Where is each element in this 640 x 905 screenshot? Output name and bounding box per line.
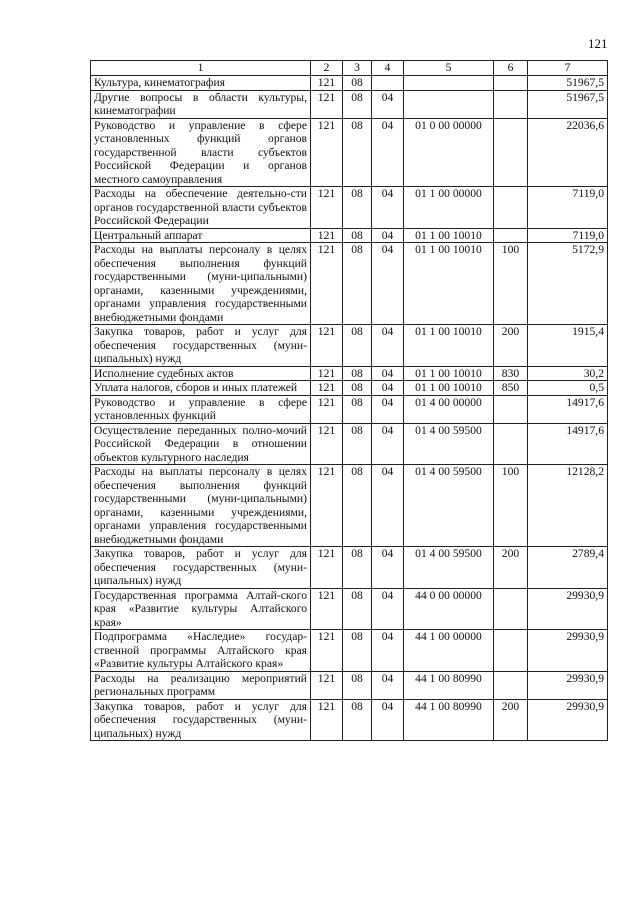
table-row [91, 187, 608, 229]
expense-type-cell: 100 [494, 465, 528, 547]
section-code-cell: 08 [343, 243, 372, 325]
expense-name-cell: Подпрограмма «Наследие» государ-ственной программы Алтайского края «Развитие культуры Алтайского края» [91, 630, 311, 672]
table-header [91, 61, 608, 76]
target-article-cell [404, 90, 494, 118]
ministry-code-cell: 121 [311, 423, 343, 465]
section-code-cell: 08 [343, 90, 372, 118]
section-code-cell: 08 [343, 547, 372, 589]
subsection-code-cell: 04 [372, 671, 404, 699]
table-row [91, 228, 608, 243]
subsection-code-cell: 04 [372, 228, 404, 243]
subsection-code-cell: 04 [372, 547, 404, 589]
target-article-cell: 01 1 00 10010 [404, 325, 494, 367]
expense-type-cell [494, 588, 528, 630]
target-article-cell: 01 1 00 00000 [404, 187, 494, 229]
subsection-code-cell: 04 [372, 381, 404, 396]
expense-type-cell [494, 76, 528, 91]
amount-cell: 14917,6 [528, 423, 608, 465]
target-article-cell: 01 1 00 10010 [404, 381, 494, 396]
section-code-cell: 08 [343, 187, 372, 229]
target-article-cell: 01 1 00 10010 [404, 228, 494, 243]
target-article-cell: 01 4 00 00000 [404, 395, 494, 423]
ministry-code-cell: 121 [311, 90, 343, 118]
target-article-cell: 44 1 00 80990 [404, 699, 494, 741]
ministry-code-cell: 121 [311, 381, 343, 396]
section-code-cell: 08 [343, 325, 372, 367]
target-article-cell: 01 4 00 59500 [404, 547, 494, 589]
target-article-cell: 44 0 00 00000 [404, 588, 494, 630]
ministry-code-cell: 121 [311, 699, 343, 741]
amount-cell: 29930,9 [528, 588, 608, 630]
expense-name-cell: Закупка товаров, работ и услуг для обеспечения государственных (муни-ципальных) нужд [91, 325, 311, 367]
column-header-2: 2 [311, 61, 343, 76]
target-article-cell: 01 1 00 10010 [404, 243, 494, 325]
section-code-cell: 08 [343, 671, 372, 699]
section-code-cell: 08 [343, 381, 372, 396]
expense-name-cell: Расходы на выплаты персоналу в целях обеспечения выполнения функций государственными (муни-ципальными) органами, казенными учреждениями, органами управления государственными внебюджетными фондами [91, 465, 311, 547]
section-code-cell: 08 [343, 228, 372, 243]
table-row [91, 90, 608, 118]
expense-name-cell: Расходы на реализацию мероприятий региональных программ [91, 671, 311, 699]
target-article-cell: 44 1 00 80990 [404, 671, 494, 699]
table-row [91, 243, 608, 325]
table-body [91, 76, 608, 741]
table-row [91, 630, 608, 672]
page-number: 121 [588, 36, 608, 51]
column-header-1: 1 [91, 61, 311, 76]
target-article-cell: 01 4 00 59500 [404, 465, 494, 547]
ministry-code-cell: 121 [311, 630, 343, 672]
amount-cell: 7119,0 [528, 228, 608, 243]
ministry-code-cell: 121 [311, 243, 343, 325]
table-row [91, 423, 608, 465]
amount-cell: 29930,9 [528, 630, 608, 672]
expense-name-cell: Расходы на выплаты персоналу в целях обеспечения выполнения функций государственными (муни-ципальными) органами, казенными учреждениями, органами управления государственными внебюджетными фондами [91, 243, 311, 325]
target-article-cell: 01 1 00 10010 [404, 366, 494, 381]
target-article-cell: 01 0 00 00000 [404, 118, 494, 187]
subsection-code-cell: 04 [372, 630, 404, 672]
table-row [91, 76, 608, 91]
amount-cell: 12128,2 [528, 465, 608, 547]
section-code-cell: 08 [343, 76, 372, 91]
table-row [91, 588, 608, 630]
subsection-code-cell: 04 [372, 187, 404, 229]
amount-cell: 22036,6 [528, 118, 608, 187]
subsection-code-cell: 04 [372, 325, 404, 367]
target-article-cell: 44 1 00 00000 [404, 630, 494, 672]
table-row [91, 381, 608, 396]
ministry-code-cell: 121 [311, 395, 343, 423]
section-code-cell: 08 [343, 118, 372, 187]
expense-name-cell: Центральный аппарат [91, 228, 311, 243]
expense-type-cell [494, 118, 528, 187]
subsection-code-cell: 04 [372, 243, 404, 325]
section-code-cell: 08 [343, 423, 372, 465]
expense-type-cell [494, 90, 528, 118]
subsection-code-cell: 04 [372, 366, 404, 381]
column-header-6: 6 [494, 61, 528, 76]
amount-cell: 29930,9 [528, 699, 608, 741]
subsection-code-cell: 04 [372, 395, 404, 423]
subsection-code-cell: 04 [372, 423, 404, 465]
subsection-code-cell: 04 [372, 90, 404, 118]
target-article-cell: 01 4 00 59500 [404, 423, 494, 465]
amount-cell: 1915,4 [528, 325, 608, 367]
subsection-code-cell: 04 [372, 118, 404, 187]
section-code-cell: 08 [343, 699, 372, 741]
expense-type-cell: 830 [494, 366, 528, 381]
column-header-3: 3 [343, 61, 372, 76]
amount-cell: 5172,9 [528, 243, 608, 325]
target-article-cell [404, 76, 494, 91]
expense-type-cell: 200 [494, 325, 528, 367]
expense-name-cell: Расходы на обеспечение деятельно-сти органов государственной власти субъектов Российской Федерации [91, 187, 311, 229]
expense-name-cell: Исполнение судебных актов [91, 366, 311, 381]
subsection-code-cell: 04 [372, 465, 404, 547]
amount-cell: 7119,0 [528, 187, 608, 229]
amount-cell: 29930,9 [528, 671, 608, 699]
table-row [91, 699, 608, 741]
amount-cell: 51967,5 [528, 90, 608, 118]
expense-type-cell [494, 671, 528, 699]
ministry-code-cell: 121 [311, 325, 343, 367]
table-row [91, 465, 608, 547]
expense-type-cell [494, 187, 528, 229]
table-row [91, 671, 608, 699]
expense-type-cell: 200 [494, 699, 528, 741]
expense-type-cell: 850 [494, 381, 528, 396]
header-row [91, 61, 608, 76]
column-header-5: 5 [404, 61, 494, 76]
ministry-code-cell: 121 [311, 228, 343, 243]
section-code-cell: 08 [343, 588, 372, 630]
section-code-cell: 08 [343, 366, 372, 381]
column-header-7: 7 [528, 61, 608, 76]
expense-name-cell: Уплата налогов, сборов и иных платежей [91, 381, 311, 396]
table-row [91, 325, 608, 367]
subsection-code-cell: 04 [372, 588, 404, 630]
expense-name-cell: Осуществление переданных полно-мочий Российской Федерации в отношении объектов культурного наследия [91, 423, 311, 465]
ministry-code-cell: 121 [311, 465, 343, 547]
expense-type-cell [494, 423, 528, 465]
expense-name-cell: Закупка товаров, работ и услуг для обеспечения государственных (муни-ципальных) нужд [91, 699, 311, 741]
ministry-code-cell: 121 [311, 588, 343, 630]
amount-cell: 30,2 [528, 366, 608, 381]
ministry-code-cell: 121 [311, 118, 343, 187]
subsection-code-cell [372, 76, 404, 91]
expense-type-cell: 200 [494, 547, 528, 589]
ministry-code-cell: 121 [311, 366, 343, 381]
expense-name-cell: Руководство и управление в сфере установленных функций органов государственной власти субъектов Российской Федерации и органов местного самоуправления [91, 118, 311, 187]
section-code-cell: 08 [343, 395, 372, 423]
expense-type-cell [494, 395, 528, 423]
ministry-code-cell: 121 [311, 76, 343, 91]
ministry-code-cell: 121 [311, 547, 343, 589]
amount-cell: 51967,5 [528, 76, 608, 91]
expense-type-cell [494, 630, 528, 672]
budget-table [90, 60, 608, 741]
expense-name-cell: Культура, кинематография [91, 76, 311, 91]
expense-name-cell: Руководство и управление в сфере установленных функций [91, 395, 311, 423]
subsection-code-cell: 04 [372, 699, 404, 741]
expense-name-cell: Государственная программа Алтай-ского края «Развитие культуры Алтайского края» [91, 588, 311, 630]
expense-type-cell: 100 [494, 243, 528, 325]
expense-type-cell [494, 228, 528, 243]
amount-cell: 2789,4 [528, 547, 608, 589]
ministry-code-cell: 121 [311, 671, 343, 699]
table-row [91, 118, 608, 187]
section-code-cell: 08 [343, 630, 372, 672]
amount-cell: 14917,6 [528, 395, 608, 423]
section-code-cell: 08 [343, 465, 372, 547]
amount-cell: 0,5 [528, 381, 608, 396]
table-row [91, 395, 608, 423]
expense-name-cell: Закупка товаров, работ и услуг для обеспечения государственных (муни-ципальных) нужд [91, 547, 311, 589]
expense-name-cell: Другие вопросы в области культуры, кинематографии [91, 90, 311, 118]
column-header-4: 4 [372, 61, 404, 76]
ministry-code-cell: 121 [311, 187, 343, 229]
table-row [91, 547, 608, 589]
table-row [91, 366, 608, 381]
